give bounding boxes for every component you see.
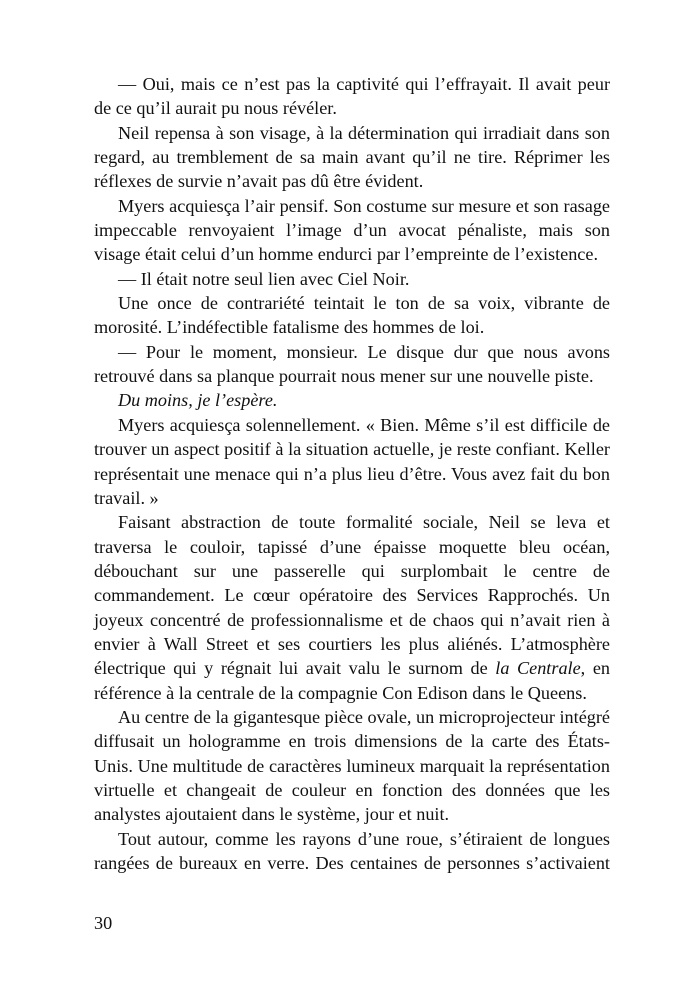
text-line <box>94 535 610 559</box>
paragraph <box>94 510 610 705</box>
text-line <box>94 681 610 705</box>
text-span: — Il était notre seul lien avec Ciel Noir. <box>118 268 410 289</box>
text-line <box>94 145 610 169</box>
text-span: débouchant sur une passerelle qui surplombait le centre de <box>94 560 610 581</box>
text-line <box>94 388 610 412</box>
text-span: — Oui, mais ce n’est pas la captivité qui l’effrayait. Il avait peur <box>118 74 610 94</box>
text-span: Unis. Une multitude de caractères lumineux marquait la représentation <box>94 755 610 776</box>
text-line <box>94 437 610 461</box>
text-span: Tout autour, comme les rayons d’une roue, s’étiraient de longues <box>118 828 610 849</box>
text-span: Au centre de la gigantesque pièce ovale, un microprojecteur intégré <box>118 706 610 727</box>
paragraph <box>94 827 610 876</box>
text-span: travail. » <box>94 487 159 508</box>
text-span: référence à la centrale de la compagnie Con Edison dans le Queens. <box>94 682 587 703</box>
paragraph <box>94 72 610 121</box>
text-line <box>94 729 610 753</box>
book-page-text <box>94 72 610 875</box>
paragraph <box>94 340 610 389</box>
text-line <box>94 364 610 388</box>
italic-text: la Centrale <box>495 658 581 679</box>
text-span: analystes ajoutaient dans le système, jour et nuit. <box>94 804 450 825</box>
text-span: regard, au tremblement de sa main avant qu’il ne tire. Réprimer les <box>94 147 610 168</box>
text-line <box>94 267 610 291</box>
text-span: Une once de contrariété teintait le ton de sa voix, vibrante de <box>118 293 610 314</box>
text-span: de ce qu’il aurait pu nous révéler. <box>94 98 337 119</box>
text-line <box>94 510 610 534</box>
paragraph <box>94 388 610 412</box>
text-line <box>94 218 610 242</box>
text-line <box>94 194 610 218</box>
text-line <box>94 340 610 364</box>
text-line <box>94 315 610 339</box>
text-line <box>94 486 610 510</box>
paragraph <box>94 121 610 194</box>
paragraph <box>94 705 610 827</box>
text-line <box>94 608 610 632</box>
text-span: visage était celui d’un homme endurci par l’empreinte de l’existence. <box>94 244 598 265</box>
text-span: Myers acquiesça solennellement. « Bien. Même s’il est difficile de <box>118 414 610 435</box>
text-span: représentait une menace qui n’a plus lieu d’être. Vous avez fait du bon <box>94 463 610 484</box>
italic-text: Du moins, je l’espère. <box>118 390 278 411</box>
text-span: Faisant abstraction de toute formalité sociale, Neil se leva et <box>118 512 610 533</box>
text-line <box>94 778 610 802</box>
text-span: Neil repensa à son visage, à la détermination qui irradiait dans son <box>118 122 610 143</box>
text-line <box>94 632 610 656</box>
page-number: 30 <box>94 913 113 933</box>
text-span: , en <box>580 658 610 679</box>
paragraph <box>94 267 610 291</box>
text-line <box>94 242 610 266</box>
text-span: réflexes de survie n’avait pas dû être évident. <box>94 171 424 192</box>
text-span: Myers acquiesça l’air pensif. Son costume sur mesure et son rasage <box>118 195 610 216</box>
text-span: — Pour le moment, monsieur. Le disque dur que nous avons <box>118 341 610 362</box>
paragraph <box>94 413 610 510</box>
text-line <box>94 169 610 193</box>
text-span: commandement. Le cœur opératoire des Services Rapprochés. Un <box>94 585 610 606</box>
text-line <box>94 802 610 826</box>
text-span: joyeux concentré de professionnalisme et de chaos qui n’avait rien à <box>94 609 610 630</box>
text-line <box>94 583 610 607</box>
text-span: diffusait un hologramme en trois dimensions de la carte des États- <box>94 731 610 752</box>
text-span: impeccable renvoyaient l’image d’un avocat pénaliste, mais son <box>94 220 610 241</box>
text-line <box>94 559 610 583</box>
text-span: trouver un aspect positif à la situation actuelle, je reste confiant. Keller <box>94 439 610 460</box>
text-line <box>94 291 610 315</box>
text-line <box>94 462 610 486</box>
text-span: envier à Wall Street et ses courtiers les plus aliénés. L’atmosphère <box>94 633 610 654</box>
text-span: rangées de bureaux en verre. Des centaines de personnes s’activaient <box>94 853 610 873</box>
text-line <box>94 851 610 875</box>
text-span: retrouvé dans sa planque pourrait nous mener sur une nouvelle piste. <box>94 366 594 387</box>
text-line <box>94 121 610 145</box>
text-span: morosité. L’indéfectible fatalisme des hommes de loi. <box>94 317 485 338</box>
text-line <box>94 656 610 680</box>
paragraph <box>94 291 610 340</box>
paragraph <box>94 194 610 267</box>
text-span: virtuelle et changeait de couleur en fonction des données que les <box>94 779 610 800</box>
text-line <box>94 96 610 120</box>
text-line <box>94 827 610 851</box>
text-line <box>94 705 610 729</box>
text-line <box>94 413 610 437</box>
text-line <box>94 72 610 96</box>
text-span: électrique qui y régnait lui avait valu le surnom de <box>94 658 496 679</box>
text-span: traversa le couloir, tapissé d’une épaisse moquette bleu océan, <box>94 536 610 557</box>
text-line <box>94 754 610 778</box>
